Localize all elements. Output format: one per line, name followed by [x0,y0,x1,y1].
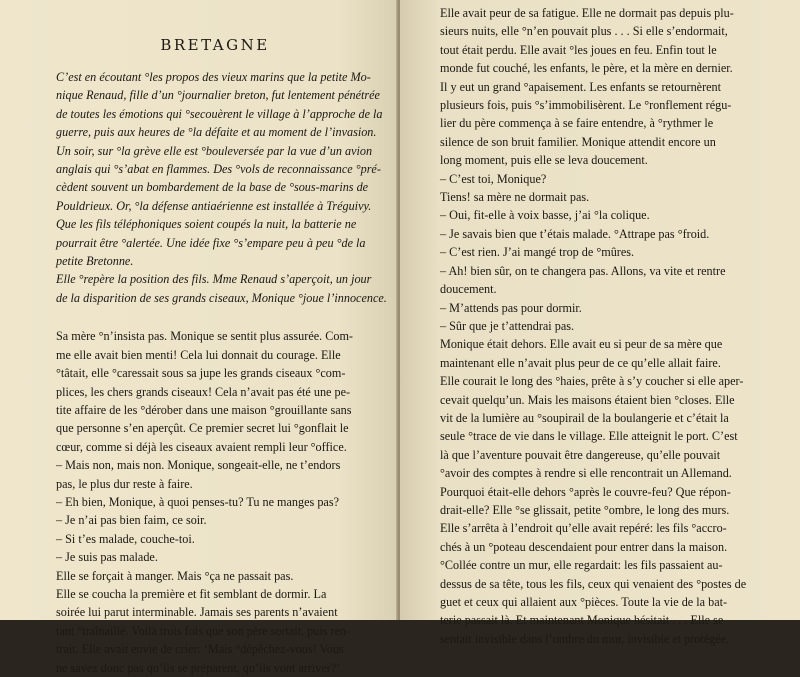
text-line: sentait invisible dans l’ombre du mur, invisible et protégée. [440,631,730,646]
text-line: – Sûr que je t’attendrai pas. [440,318,575,333]
text-line: Elle s’arrêta à l’endroit qu’elle avait repéré: les fils °accro- [440,521,727,536]
summary-line: anglais qui °s’abat en flammes. Des °vols de reconnaissance °pré- [56,162,381,177]
text-line: Elle se forçait à manger. Mais °ça ne passait pas. [56,568,294,583]
text-line: que personne s’en aperçût. Ce premier secret lui °gonflait le [56,421,349,436]
text-line: terie passait là. Et maintenant Monique hésitait . . . Elle se [440,613,724,628]
italic-summary [56,68,387,307]
right-page [400,0,800,646]
text-line: drait-elle? Elle °se glissait, petite °ombre, le long des murs. [440,502,730,517]
text-line: seule °trace de vie dans le village. Elle atteignit le port. C’est [440,429,738,444]
text-line: soirée lui parut interminable. Jamais ses parents n’avaient [56,605,338,620]
summary-line: petite Bretonne. [56,254,134,269]
text-line: Tiens! sa mère ne dormait pas. [440,190,590,205]
text-line: °avoir des comptes à rendre si elle rencontrait un Allemand. [440,466,732,481]
text-line: pas, le plus dur reste à faire. [56,476,193,491]
summary-line: cèdent souvent un bombardement de la base de °sous-marins de [56,180,369,195]
summary-line: Que les fils téléphoniques soient coupés la nuit, la batterie ne [56,217,357,232]
text-line: °Collée contre un mur, elle regardait: les fils passaient au- [440,558,723,573]
text-line: ne savez donc pas qu’ils se préparent, qu’ils vont arriver?’ [56,660,341,675]
summary-line: pourrait être °alertée. Une idée fixe °s’empare peu à peu °de la [56,235,366,250]
text-line: chés à un °poteau descendaient pour entrer dans la maison. [440,539,728,554]
text-line: – C’est rien. J’ai mangé trop de °mûres. [440,245,635,260]
text-line: tout était perdu. Elle avait °les joues en feu. Enfin tout le [440,42,717,57]
text-line: – Je suis pas malade. [56,550,158,565]
text-line: vit de la lumière au °soupirail de la boulangerie et c’était la [440,410,729,425]
text-line: – C’est toi, Monique? [440,171,547,186]
summary-line: Elle °repère la position des fils. Mme Renaud s’aperçoit, un jour [56,272,372,287]
text-line: Monique était dehors. Elle avait eu si peur de sa mère que [440,337,723,352]
text-line: guet et ceux qui allaient aux °pièces. Toute la vie de la bat- [440,595,728,609]
text-line: cœur, comme si déjà les ciseaux avaient rempli leur °office. [56,439,347,454]
text-line: °tâtait, elle °caressait sous sa jupe les grands ciseaux °com- [56,366,346,381]
text-line: dessus de sa tête, tous les fils, ceux qui venaient des °postes de [440,576,747,591]
text-line: – Eh bien, Monique, à quoi penses-tu? Tu ne manges pas? [56,494,339,509]
summary-line: Un soir, sur °la grève elle est °bouleversée par la vue d’un avion [56,143,373,158]
summary-line: nique Renaud, fille d’un °journalier breton, fut lentement pénétrée [56,88,380,103]
text-line: Elle courait le long des °haies, prête à s’y coucher si elle aper- [440,374,744,389]
right-body-text [440,4,772,648]
text-line: silence de son bruit familier. Monique attendit encore un [440,134,716,149]
text-line: monde fut couché, les enfants, le père, et la mère en dernier. [440,61,733,76]
text-line: – M’attends pas pour dormir. [440,300,582,315]
text-line: Elle avait peur de sa fatigue. Elle ne dormait pas depuis plu- [440,6,734,20]
text-line: sieurs nuits, elle °n’en pouvait plus . . . Si elle s’endormait, [440,24,728,39]
text-line: long moment, puis elle se leva doucement. [440,153,648,168]
text-line: là que l’aventure pouvait être dangereuse, qu’elle pouvait [440,447,721,462]
text-line: tant °traînaillé. Voilà trois fois que son père sortait, puis ren- [56,623,351,638]
text-line: Pourquoi était-elle dehors °après le couvre-feu? Que répon- [440,484,731,499]
text-line: Elle se coucha la première et fit semblant de dormir. La [56,586,327,601]
paragraph-gap [56,307,374,327]
left-body-text [56,327,374,677]
text-line: plusieurs fois, puis °s’immobilisèrent. Le °ronflement régu- [440,98,732,113]
summary-line: guerre, puis aux heures de °la défaite et au moment de l’invasion. [56,125,377,140]
summary-line: de la disparition de ses grands ciseaux, Monique °joue l’innocence. [56,290,387,305]
text-line: doucement. [440,282,497,297]
text-line: – Ah! bien sûr, on te changera pas. Allons, va vite et rentre [440,263,726,278]
text-line: trait. Elle avait envie de crier: ‘Mais °dépêchez-vous! Vous [56,642,344,657]
text-line: maintenant elle n’avait plus peur de ce qu’elle allait faire. [440,355,721,370]
text-line: tite affaire de les °dérober dans une maison °grouillante sans [56,402,352,417]
summary-line: C’est en écoutant °les propos des vieux marins que la petite Mo- [56,70,371,84]
text-line: – Si t’es malade, couche-toi. [56,531,195,546]
text-line: lier du père commença à se faire entendre, à °rythmer le [440,116,714,131]
summary-line: de toutes les émotions qui °secouèrent le village à l’approche de la [56,106,383,121]
chapter-title: BRETAGNE [160,36,270,54]
summary-line: Pouldrieux. Or, °la défense antiaérienne est installée à Tréguivy. [56,198,372,213]
text-line: Il y eut un grand °apaisement. Les enfants se retournèrent [440,79,722,94]
text-line: – Je savais bien que t’étais malade. °Attrape pas °froid. [440,226,710,241]
left-page [0,0,398,675]
text-line: me elle avait bien menti! Cela lui donnait du courage. Elle [56,347,341,362]
text-line: plices, les chers grands ciseaux! Cela n’avait pas été une pe- [56,384,351,399]
text-line: – Je n’ai pas bien faim, ce soir. [56,513,207,528]
text-line: – Oui, fit-elle à voix basse, j’ai °la colique. [440,208,650,223]
text-line: – Mais non, mais non. Monique, songeait-elle, ne t’endors [56,458,341,473]
text-line: cevait quelqu’un. Mais les maisons étaient bien °closes. Elle [440,392,735,407]
text-line: Sa mère °n’insista pas. Monique se sentit plus assurée. Com- [56,329,353,344]
